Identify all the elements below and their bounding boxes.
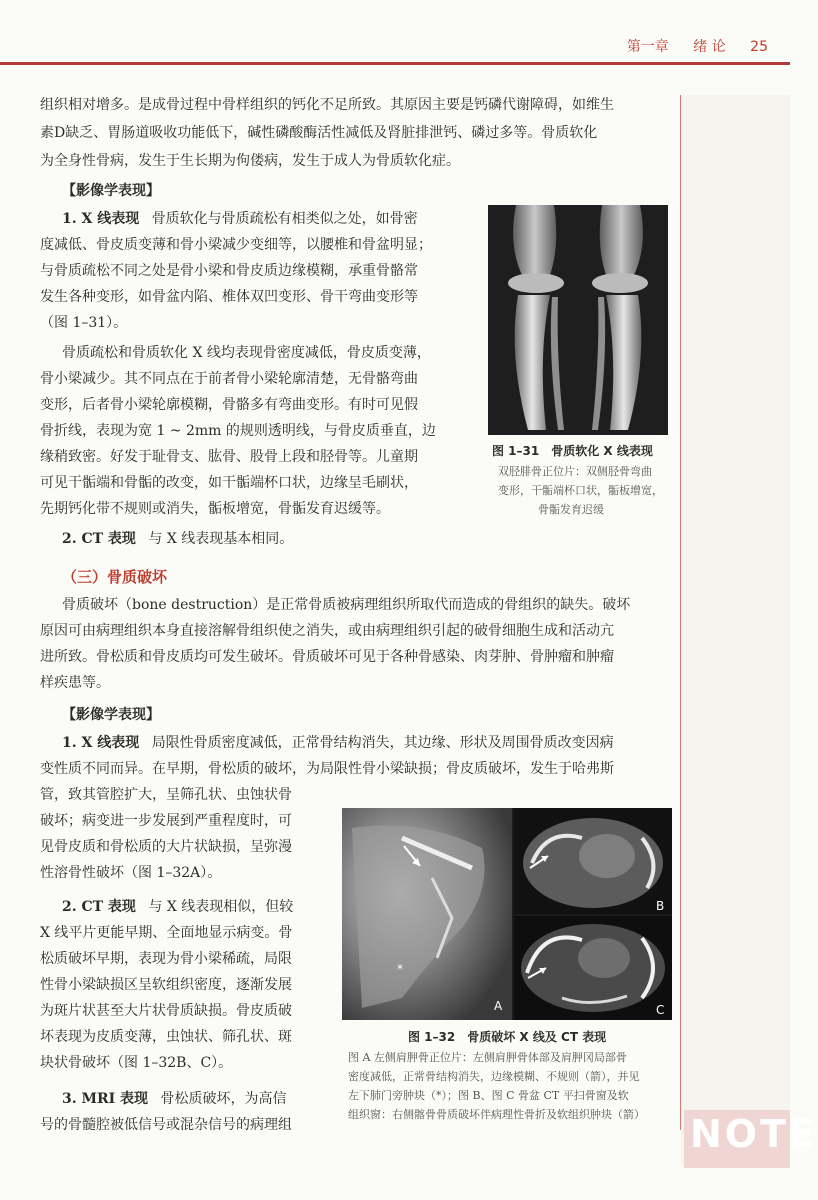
intro-line-3: 为全身性骨病，发生于生长期为佝偻病，发生于成人为骨质软化症。 <box>40 153 460 169</box>
note-label: NOTE <box>690 1112 818 1156</box>
figure-1-32-panel-a: A <box>494 999 503 1013</box>
ct-2-line-3: 性骨小梁缺损区呈软组织密度，逐渐发展 <box>40 977 292 993</box>
xray-1-p2-line-1: 骨小梁减少。其不同点在于前者骨小梁轮廓清楚，无骨骼弯曲 <box>40 371 418 387</box>
xray-1-p2-line-4: 缘稍致密。好发于耻骨支、肱骨、股骨上段和胫骨等。儿童期 <box>40 449 418 465</box>
mri-2-line-1: 号的骨髓腔被低信号或混杂信号的病理组 <box>40 1117 292 1133</box>
ct-1-label: 2. CT 表现 <box>62 531 136 547</box>
ct-2-label: 2. CT 表现 <box>62 899 136 915</box>
figure-1-32-title: 图 1–32 骨质破坏 X 线及 CT 表现 <box>408 1030 607 1044</box>
ct-2-line-0: 与 X 线表现相似，但较 <box>148 899 294 915</box>
mri-2-label: 3. MRI 表现 <box>62 1091 149 1107</box>
xray-2-line-4: 见骨皮质和骨松质的大片状缺损，呈弥漫 <box>40 839 292 855</box>
xray-1-p2-line-0: 骨质疏松和骨质软化 X 线均表现骨密度减低，骨皮质变薄， <box>62 345 431 361</box>
figure-1-31-image <box>488 205 668 435</box>
figure-1-31-caption-line: 变形，干骺端杯口状，骺板增宽， <box>498 484 663 497</box>
xray-1-p2-line-3: 骨折线，表现为宽 1 ~ 2mm 的规则透明线，与骨皮质垂直，边 <box>40 423 436 439</box>
xray-1-line-4: （图 1–31）。 <box>40 315 128 331</box>
ct-2-line-2: 松质破坏早期，表现为骨小梁稀疏，局限 <box>40 951 292 967</box>
figure-1-31-title: 图 1–31 骨质软化 X 线表现 <box>492 444 653 458</box>
figure-1-32-caption-line: 图 A 左侧肩胛骨正位片：左侧肩胛骨体部及肩胛冈局部骨 <box>348 1051 627 1064</box>
margin-rule <box>680 95 681 1130</box>
xray-1-p2-line-6: 先期钙化带不规则或消失，骺板增宽，骨骺发育迟缓等。 <box>40 501 390 517</box>
imaging-heading: 【影像学表现】 <box>62 183 160 199</box>
ct-1-text: 与 X 线表现基本相同。 <box>148 531 294 547</box>
svg-text:*: * <box>397 962 403 976</box>
page-header <box>627 36 768 56</box>
figure-1-32-panel-b: B <box>656 899 665 913</box>
ct-2-first-line <box>62 894 293 920</box>
ct-2-line-4: 为斑片状甚至大片状骨质缺损。骨皮质破 <box>40 1003 292 1019</box>
mri-2-first-line <box>62 1086 287 1112</box>
xray-2-line-5: 性溶骨性破坏（图 1–32A）。 <box>40 865 222 881</box>
section-3-title: （三）骨质破坏 <box>62 568 168 586</box>
margin-strip <box>681 95 790 1165</box>
imaging-heading-2: 【影像学表现】 <box>62 707 160 723</box>
section-3-line-0: 骨质破坏（bone destruction）是正常骨质被病理组织所取代而造成的骨组织的缺失。破坏 <box>62 597 631 613</box>
header-rule <box>0 62 790 65</box>
section-3-line-3: 样疾患等。 <box>40 675 110 691</box>
xray-1-line-0: 骨质软化与骨质疏松有相类似之处，如骨密 <box>151 211 418 227</box>
figure-1-31-caption-line: 骨骺发育迟缓 <box>538 503 604 516</box>
chapter-title: 绪 论 <box>693 39 726 55</box>
section-3-line-1: 原因可由病理组织本身直接溶解骨组织使之消失，或由病理组织引起的破骨细胞生成和活动亢 <box>40 623 614 639</box>
intro-line-2: 素D缺乏、胃肠道吸收功能低下，碱性磷酸酶活性减低及肾脏排泄钙、磷过多等。骨质软化 <box>40 125 598 141</box>
xray-1-p2-line-2: 变形，后者骨小梁轮廓模糊，骨骼多有弯曲变形。有时可见假 <box>40 397 418 413</box>
page-number: 25 <box>750 39 768 55</box>
figure-1-32-panel-c: C <box>656 1003 665 1017</box>
figure-1-32-image <box>342 808 672 1020</box>
figure-1-32-caption <box>348 1048 678 1124</box>
xray-2-line-3: 破坏；病变进一步发展到严重程度时，可 <box>40 813 292 829</box>
figure-1-32-caption-line: 左下肺门旁肿块（*）；图 B、图 C 骨盆 CT 平扫骨窗及软 <box>348 1089 629 1102</box>
section-3-line-2: 进所致。骨松质和骨皮质均可发生破坏。骨质破坏可见于各种骨感染、肉芽肿、骨肿瘤和肿瘤 <box>40 649 614 665</box>
ct-1 <box>62 526 293 552</box>
xray-2-line-1: 变性质不同而异。在早期，骨松质的破坏，为局限性骨小梁缺损；骨皮质破坏，发生于哈弗斯 <box>40 761 614 777</box>
xray-1-p2-line-5: 可见干骺端和骨骺的改变，如干骺端杯口状，边缘呈毛刷状， <box>40 475 418 491</box>
xray-2-line-0: 局限性骨质密度减低，正常骨结构消失，其边缘、形状及周围骨质改变因病 <box>151 735 614 751</box>
figure-1-32-caption-line: 组织窗：右侧髂骨骨质破坏伴病理性骨折及软组织肿块（箭） <box>348 1108 645 1121</box>
xray-2-line-2: 管，致其管腔扩大，呈筛孔状、虫蚀状骨 <box>40 787 292 803</box>
ct-2-line-1: X 线平片更能早期、全面地显示病变。骨 <box>40 925 293 941</box>
figure-1-31-caption <box>498 462 678 519</box>
ct-2-line-5: 坏表现为皮质变薄，虫蚀状、筛孔状、斑 <box>40 1029 292 1045</box>
xray-2-label: 1. X 线表现 <box>62 735 140 751</box>
chapter-number: 第一章 <box>626 39 669 55</box>
intro-line-1: 组织相对增多。是成骨过程中骨样组织的钙化不足所致。其原因主要是钙磷代谢障碍，如维生 <box>40 97 614 113</box>
mri-2-line-0: 骨松质破坏，为高信 <box>160 1091 287 1107</box>
xray-1-first-line <box>62 206 418 232</box>
xray-1-label: 1. X 线表现 <box>62 211 140 227</box>
figure-1-31-caption-line: 双胫腓骨正位片：双侧胫骨弯曲 <box>498 465 652 478</box>
figure-1-32-caption-line: 密度减低，正常骨结构消失，边缘模糊、不规则（箭），并见 <box>348 1070 640 1083</box>
xray-1-line-1: 度减低、骨皮质变薄和骨小梁减少变细等，以腰椎和骨盆明显； <box>40 237 432 253</box>
ct-2-line-6: 块状骨破坏（图 1–32B、C）。 <box>40 1055 233 1071</box>
xray-1-line-2: 与骨质疏松不同之处是骨小梁和骨皮质边缘模糊，承重骨骼常 <box>40 263 418 279</box>
xray-2-first-line <box>62 730 614 756</box>
xray-1-line-3: 发生各种变形，如骨盆内陷、椎体双凹变形、骨干弯曲变形等 <box>40 289 418 305</box>
